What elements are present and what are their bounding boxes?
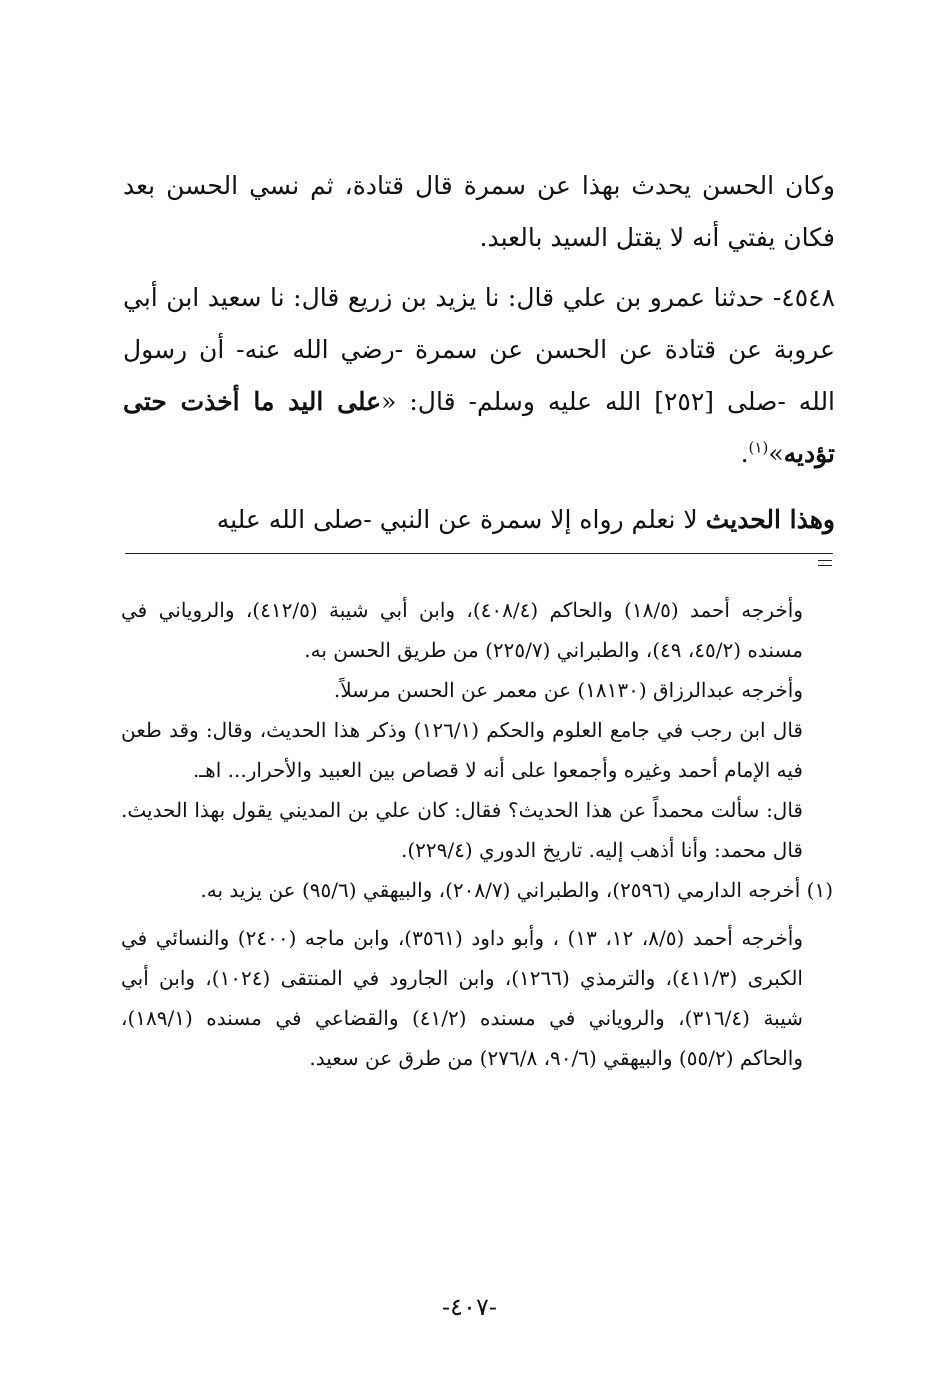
footnote-cont-1: وأخرجه أحمد (١٨/٥) والحاكم (٤٠٨/٤)، وابن أبي شيبة (٤١٢/٥)، والروياني في مسنده (٤٥/٢، ٤٩)، والطبراني (٢٢٥/٧) من طريق الحسن به. [121,598,804,662]
main-text [123,160,835,546]
footnotes [121,590,833,1078]
footnote-cont-4: قال: سألت محمداً عن هذا الحديث؟ فقال: كان علي بن المديني يقول بهذا الحديث. قال محمد: وأنا أذهب إليه. تاريخ الدوري (٢٢٩/٤). [121,798,803,862]
hadith-end: . [740,439,749,468]
paragraph-3-lead: وهذا الحديث [705,505,835,534]
paragraph-1: وكان الحسن يحدث بهذا عن سمرة قال قتادة، ثم نسي الحسن بعد فكان يفتي أنه لا يقتل السيد بالعبد. [123,171,835,252]
footnote-continuation-mark [818,558,832,568]
footnote-1: (١) أخرجه الدارمي (٢٥٩٦)، والطبراني (٢٠٨/٧)، والبيهقي (٩٥/٦) عن يزيد به. [200,878,833,902]
footnote-cont-3: قال ابن رجب في جامع العلوم والحكم (١٢٦/١) وذكر هذا الحديث، وقال: وقد طعن فيه الإمام أحمد وغيره وأجمعوا على أنه لا قصاص بين العبيد والأحرار... اهـ. [121,718,803,782]
footnote-ref-1: (١) [748,438,769,457]
hadith-matn: على اليد ما أخذت حتى تؤديه [123,387,835,468]
paragraph-3-text: لا نعلم رواه إلا سمرة عن النبي -صلى الله عليه [216,505,706,534]
footnote-1-continued: وأخرجه أحمد (٨/٥، ١٢، ١٣) ، وأبو داود (٣٥٦١)، وابن ماجه (٢٤٠٠) والنسائي في الكبرى (٤١١/٣)، والترمذي (١٢٦٦)، وابن الجارود في المنتقى (١٠٢٤)، وابن أبي شيبة (٣١٦/٤)، والروياني في مسنده (٤١/٢) والقضاعي في مسنده (١٨٩/١)، والحاكم (٥٥/٢) والبيهقي (٩٠/٦، ٢٧٦/٨) من طرق عن سعيد. [121,926,804,1070]
footnote-separator [125,553,833,554]
hadith-4548 [123,272,835,480]
page-number: -٤٠٧- [442,1293,497,1321]
paragraph-3 [123,494,835,546]
hadith-isnad: ٤٥٤٨- حدثنا عمرو بن علي قال: نا يزيد بن زريع قال: نا سعيد ابن أبي عروبة عن قتادة عن الحسن عن سمرة -رضي الله عنه- أن رسول الله -صلى [٢٥٢] الله عليه وسلم- قال: « [123,283,836,416]
hadith-close-quote: » [768,439,784,468]
footnote-cont-2: وأخرجه عبدالرزاق (١٨١٣٠) عن معمر عن الحسن مرسلاً. [333,678,803,702]
